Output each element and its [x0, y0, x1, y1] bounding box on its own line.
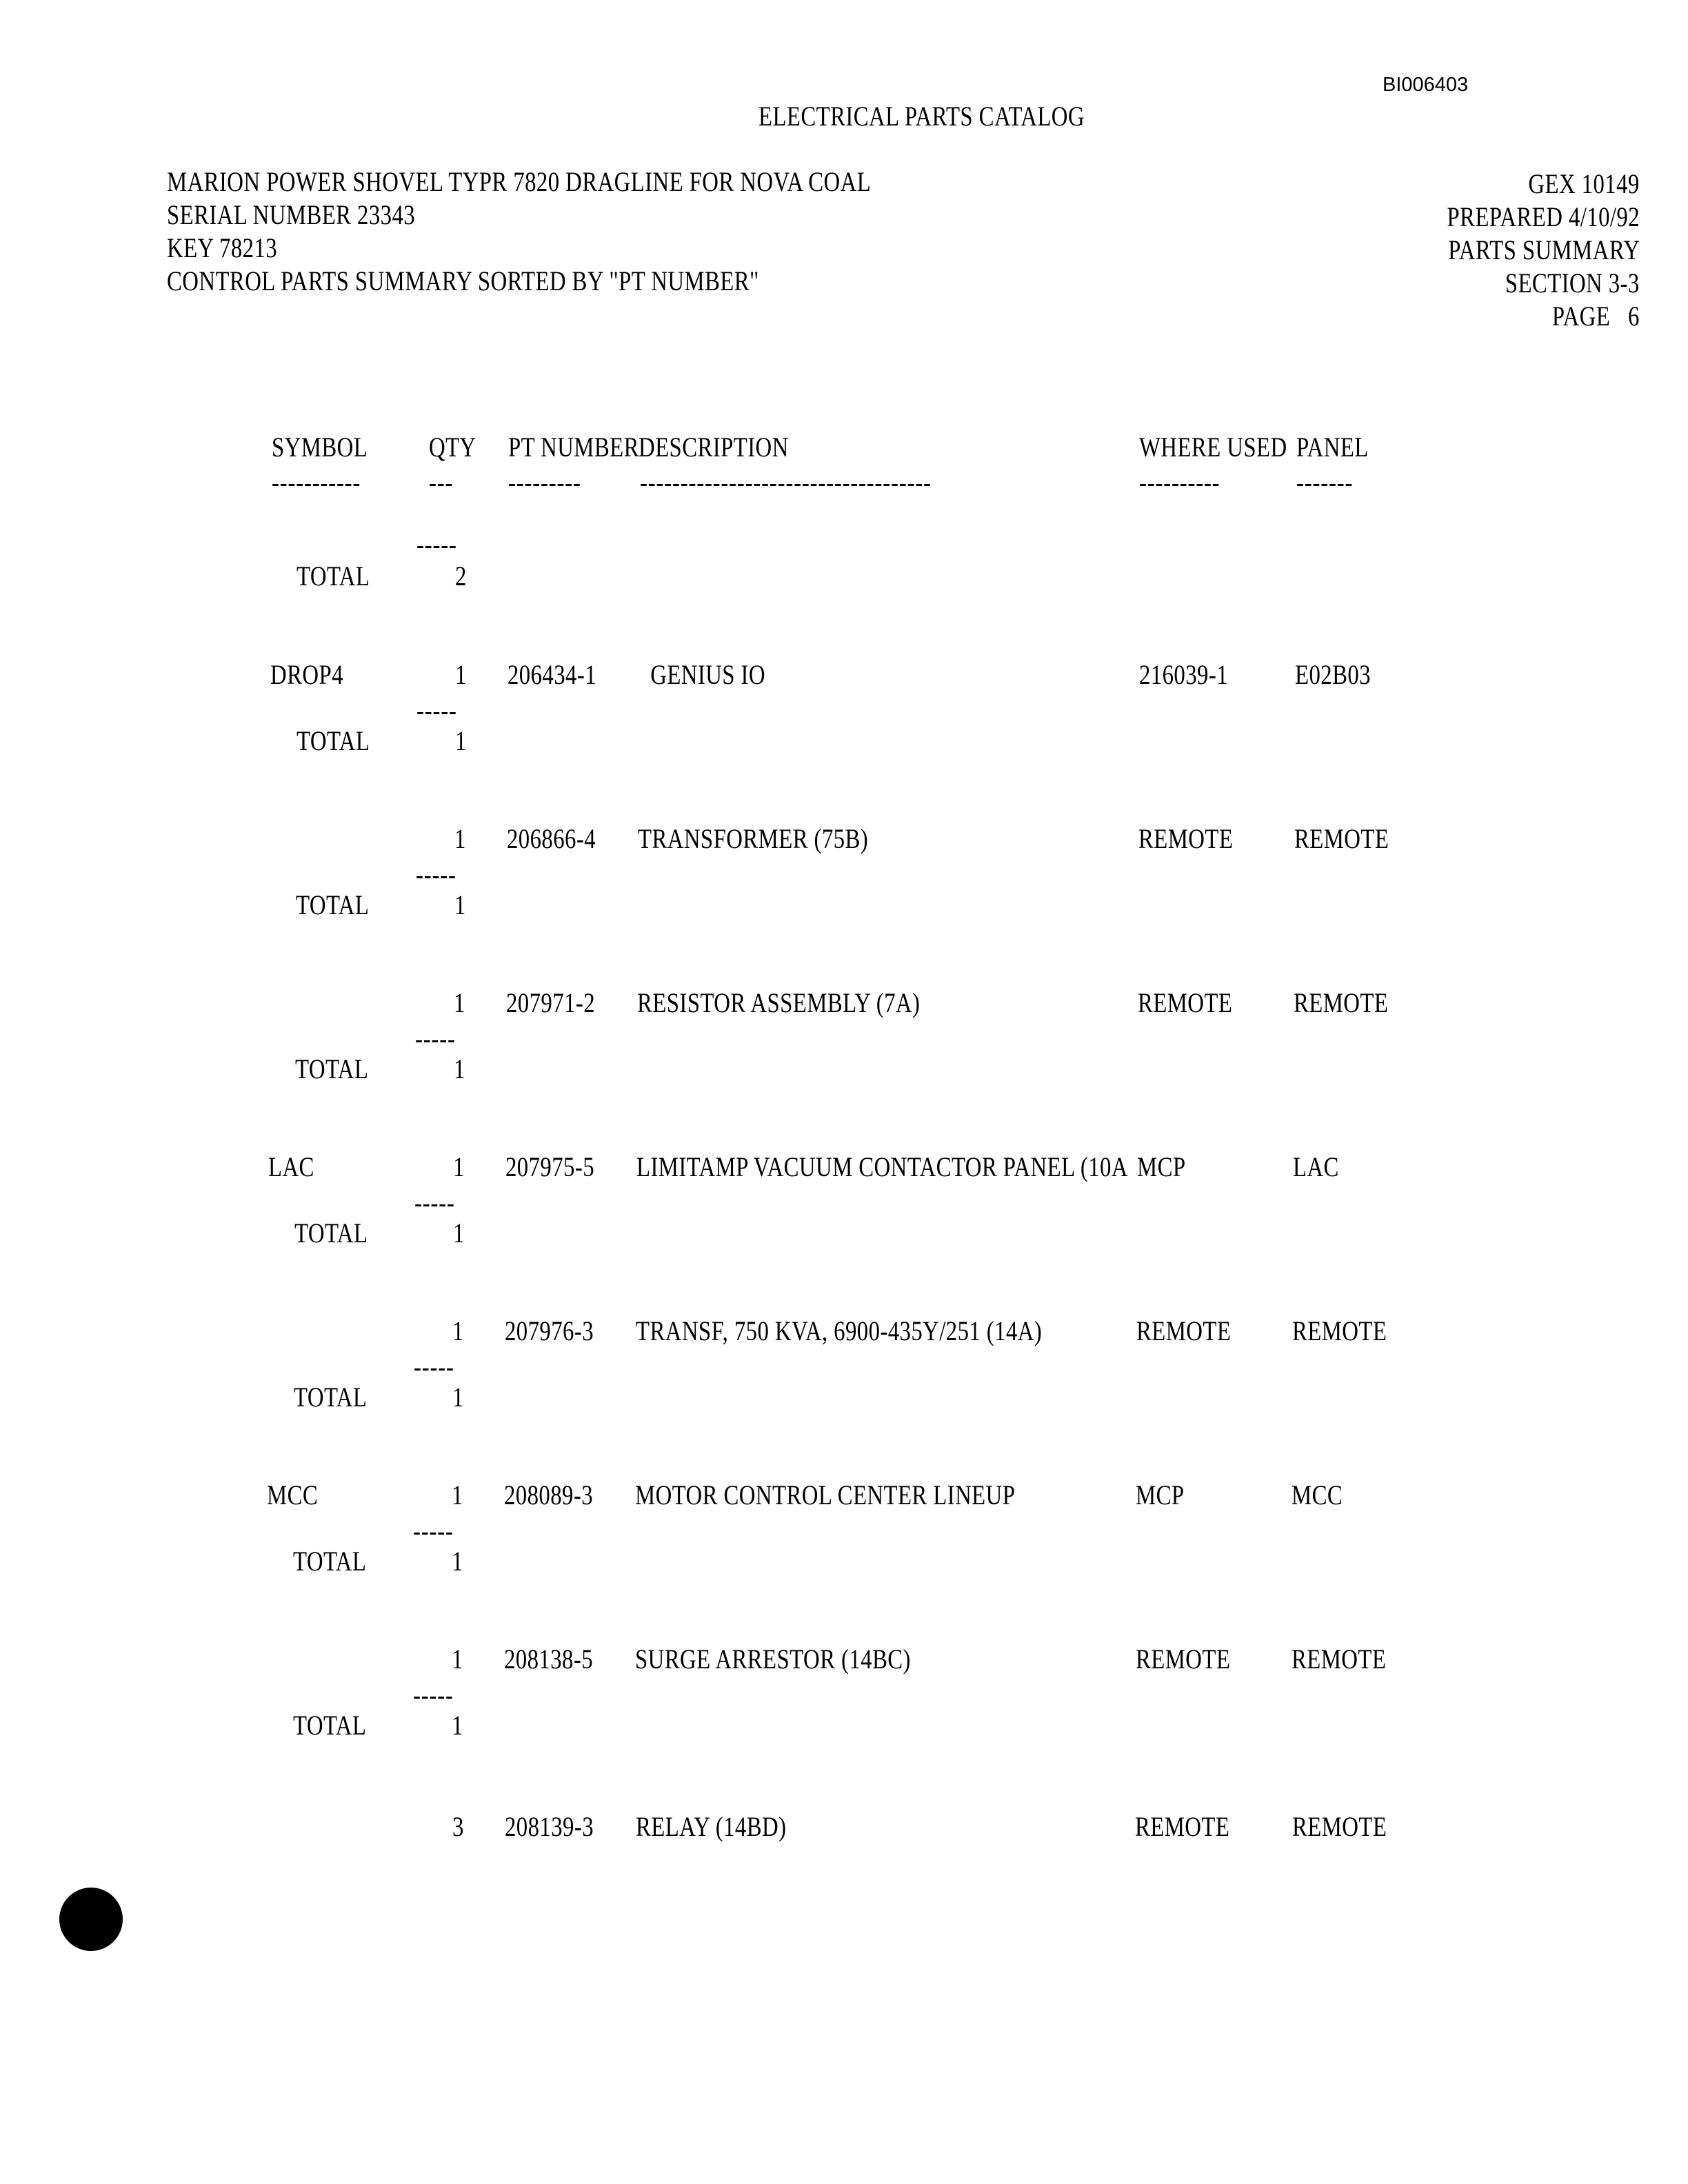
- catalog-title: ELECTRICAL PARTS CATALOG: [758, 101, 1085, 132]
- row-where-used: REMOTE: [1136, 1644, 1231, 1675]
- header-page: PAGE 6: [1552, 301, 1640, 332]
- row-panel: LAC: [1293, 1151, 1339, 1182]
- total-label: TOTAL: [293, 1546, 367, 1577]
- row-pt-number: 208139-3: [505, 1811, 594, 1842]
- binder-hole: [59, 1888, 123, 1951]
- panel-underline: -------: [1296, 467, 1354, 498]
- row-description: RESISTOR ASSEMBLY (7A): [637, 987, 921, 1018]
- subtotal-dash: -----: [416, 859, 456, 890]
- pt-number-underline: ---------: [508, 467, 581, 498]
- column-panel-header: PANEL: [1296, 432, 1369, 463]
- row-pt-number: 208138-5: [504, 1644, 594, 1675]
- row-qty: 1: [452, 1644, 463, 1675]
- row-description: LIMITAMP VACUUM CONTACTOR PANEL (10A: [636, 1151, 1128, 1182]
- total-value: 2: [455, 560, 467, 592]
- total-value: 1: [453, 1217, 465, 1248]
- column-where-used-header: WHERE USED: [1139, 432, 1287, 463]
- total-label: TOTAL: [296, 889, 370, 920]
- total-label: TOTAL: [294, 1382, 368, 1413]
- column-symbol-header: SYMBOL: [272, 432, 368, 463]
- document-id: BI006403: [1383, 74, 1469, 96]
- row-description: GENIUS IO: [639, 659, 765, 690]
- symbol-underline: -----------: [272, 467, 361, 498]
- row-where-used: REMOTE: [1138, 987, 1233, 1018]
- subtotal-dash: -----: [414, 1187, 455, 1218]
- row-description: RELAY (14BD): [636, 1811, 787, 1842]
- row-pt-number: 208089-3: [504, 1479, 594, 1510]
- row-symbol: MCC: [267, 1479, 319, 1510]
- row-symbol: LAC: [268, 1151, 314, 1182]
- row-where-used: MCP: [1136, 1479, 1185, 1510]
- row-qty: 1: [455, 659, 467, 690]
- total-value: 1: [455, 725, 467, 756]
- row-description: MOTOR CONTROL CENTER LINEUP: [635, 1479, 1016, 1510]
- header-sort-line: CONTROL PARTS SUMMARY SORTED BY "PT NUMBER": [167, 265, 759, 296]
- row-pt-number: 206434-1: [508, 659, 597, 690]
- row-where-used: 216039-1: [1139, 659, 1229, 690]
- row-where-used: REMOTE: [1138, 823, 1234, 854]
- subtotal-dash: -----: [413, 1515, 454, 1546]
- subtotal-dash: -----: [416, 529, 457, 560]
- total-value: 1: [452, 1546, 463, 1577]
- total-value: 1: [452, 1710, 463, 1741]
- total-label: TOTAL: [293, 1710, 367, 1741]
- row-where-used: REMOTE: [1135, 1811, 1230, 1842]
- header-machine-line: MARION POWER SHOVEL TYPR 7820 DRAGLINE FOR NOVA COAL: [167, 166, 872, 197]
- row-qty: 1: [453, 1151, 465, 1182]
- total-value: 1: [454, 1053, 465, 1084]
- total-value: 1: [454, 889, 466, 920]
- where-used-underline: ----------: [1139, 467, 1220, 498]
- header-serial-line: SERIAL NUMBER 23343: [167, 199, 416, 230]
- row-panel: REMOTE: [1292, 1811, 1387, 1842]
- header-gex-number: GEX 10149: [1528, 168, 1640, 199]
- total-label: TOTAL: [294, 1217, 368, 1248]
- header-parts-summary: PARTS SUMMARY: [1447, 234, 1640, 265]
- row-description: SURGE ARRESTOR (14BC): [635, 1644, 911, 1675]
- column-description-header: DESCRIPTION: [639, 432, 789, 463]
- row-pt-number: 206866-4: [507, 823, 596, 854]
- total-value: 1: [452, 1382, 464, 1413]
- row-qty: 3: [452, 1811, 464, 1842]
- subtotal-dash: -----: [414, 1351, 454, 1382]
- header-key-line: KEY 78213: [167, 232, 278, 263]
- row-panel: REMOTE: [1292, 1644, 1387, 1675]
- row-pt-number: 207971-2: [506, 987, 596, 1018]
- header-prepared-date: PREPARED 4/10/92: [1447, 201, 1640, 232]
- row-qty: 1: [452, 1479, 463, 1510]
- row-description: TRANSFORMER (75B): [638, 823, 869, 854]
- qty-underline: ---: [429, 467, 454, 498]
- row-panel: REMOTE: [1294, 823, 1389, 854]
- row-symbol: DROP4: [270, 659, 343, 690]
- row-qty: 1: [454, 987, 465, 1018]
- header-section: SECTION 3-3: [1505, 267, 1640, 299]
- subtotal-dash: -----: [413, 1679, 454, 1710]
- column-qty-header: QTY: [429, 432, 476, 463]
- row-pt-number: 207976-3: [505, 1315, 594, 1346]
- subtotal-dash: -----: [415, 1023, 456, 1054]
- row-panel: MCC: [1292, 1479, 1343, 1510]
- row-where-used: MCP: [1137, 1151, 1186, 1182]
- total-label: TOTAL: [295, 1053, 369, 1084]
- row-where-used: REMOTE: [1136, 1315, 1232, 1346]
- column-pt-number-header: PT NUMBER: [508, 432, 639, 463]
- total-label: TOTAL: [297, 560, 370, 592]
- row-panel: REMOTE: [1294, 987, 1389, 1018]
- row-qty: 1: [452, 1315, 464, 1346]
- total-label: TOTAL: [297, 725, 370, 756]
- row-panel: REMOTE: [1292, 1315, 1387, 1346]
- row-qty: 1: [454, 823, 466, 854]
- description-underline: ------------------------------------: [640, 467, 932, 498]
- row-pt-number: 207975-5: [505, 1151, 595, 1182]
- subtotal-dash: -----: [416, 695, 457, 726]
- row-description: TRANSF, 750 KVA, 6900-435Y/251 (14A): [636, 1315, 1043, 1346]
- row-panel: E02B03: [1295, 659, 1371, 690]
